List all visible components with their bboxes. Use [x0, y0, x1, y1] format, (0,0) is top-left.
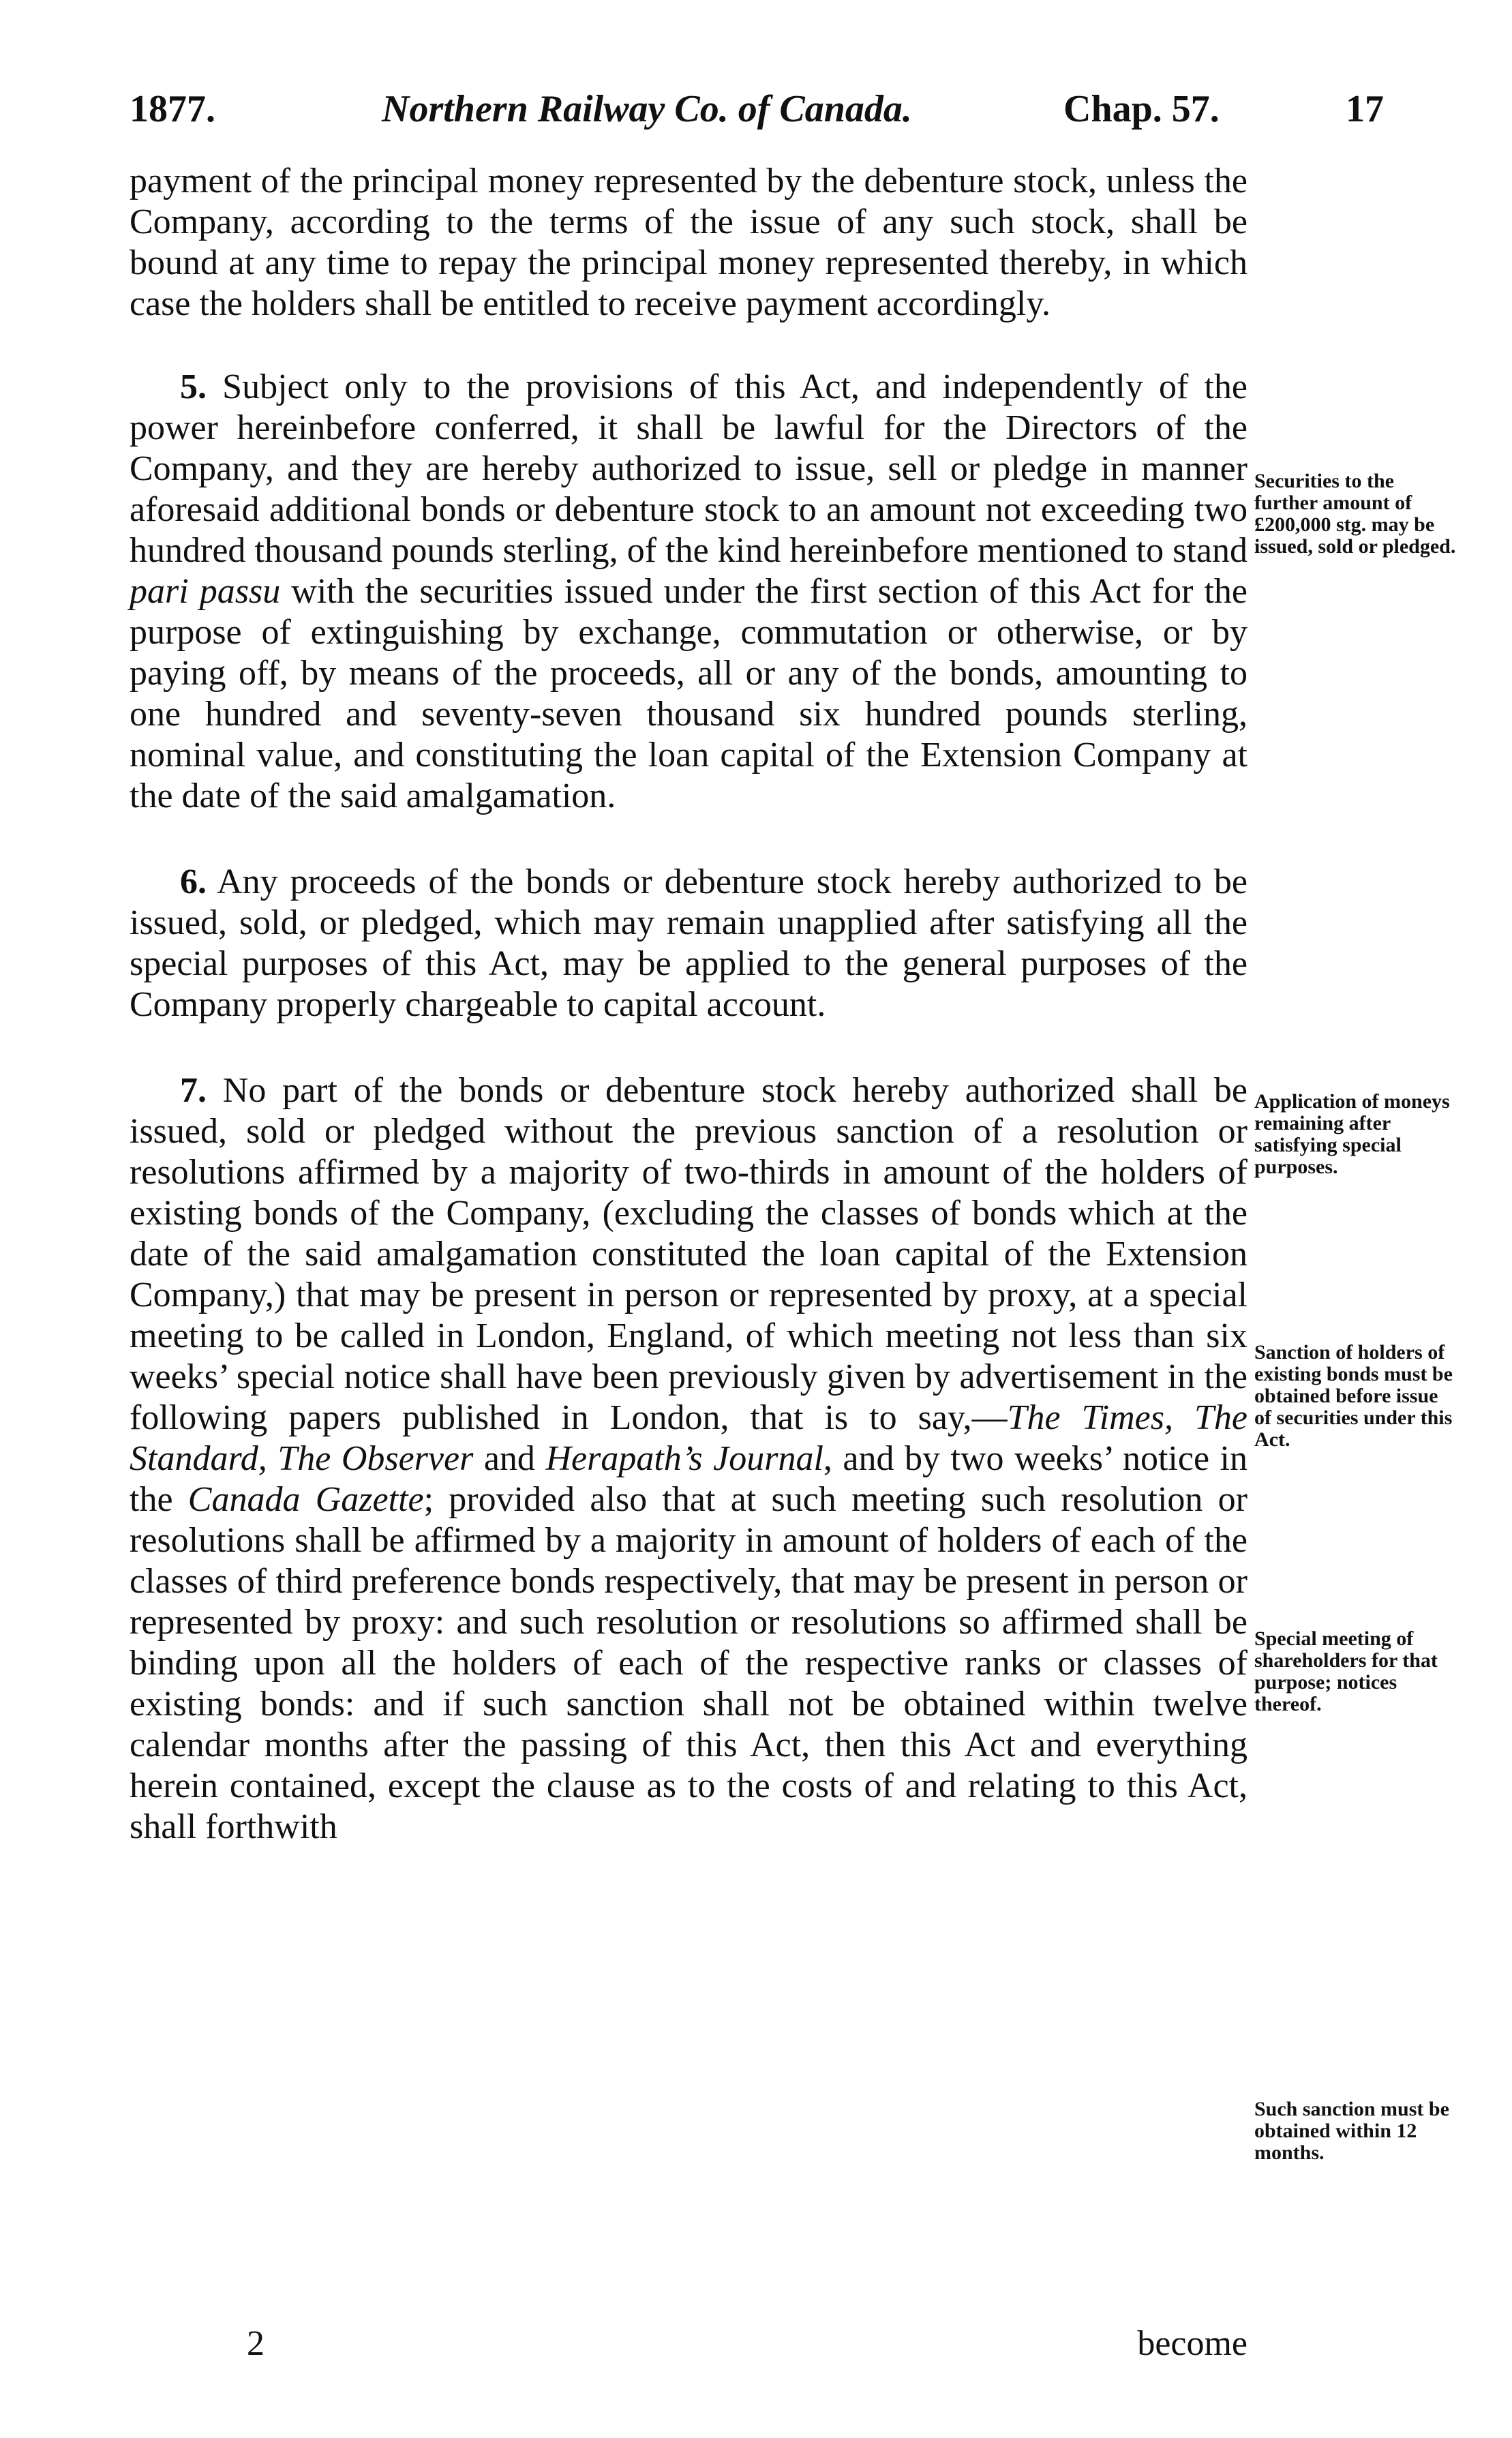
- canada-gazette: Canada Gazette: [187, 1480, 424, 1519]
- section-5-text-after: with the securities issued under the first section of this Act for the purpose of extinguishing by exchange, commutation or otherwise, or by paying off, by means of the proceeds, all or any of the bonds, amounting to one hundred and seventy-seven thousand six hundred pounds sterling, nominal value, and constituting the loan capital of the Extension Company at the date of the said amalgamation.: [130, 572, 1248, 815]
- margin-note-securities: Securities to the further amount of £200,000 stg. may be issued, sold or pledged.: [1254, 470, 1456, 558]
- header-title: Northern Railway Co. of Canada.: [382, 88, 912, 130]
- margin-note-such-sanction: Such sanction must be obtained within 12 months.: [1254, 2098, 1449, 2164]
- section-5: [130, 367, 1248, 817]
- page-footer: [130, 2323, 1248, 2371]
- section-7-text-c: ; provided also that at such meeting such resolution or resolutions shall be affirmed by a majority in amount of holders of each of the classes of third preference bonds respectively, that may be present in person or represented by proxy: and such resolution or resolutions so affirmed shall be binding upon all the holders of each of the respective ranks or classes of existing bonds: and if such sanction shall not be obtained within twelve calendar months after the passing of this Act, then this Act and everything herein contained, except the clause as to the costs of and relating to this Act, shall forthwith: [130, 1480, 1248, 1846]
- paper-standard: The Standard,: [130, 1398, 1248, 1478]
- paper-times: The Times,: [1007, 1398, 1173, 1437]
- section-6-number: 6.: [180, 862, 207, 901]
- section-7-number: 7.: [180, 1071, 207, 1110]
- section-7: 7. No part of the bonds or debenture stock hereby authorized shall be issued, sold or pledged without the previous sanction of a resolution or resolutions affirmed by a majority of two-thirds in amount of the holders of existing bonds of the Company, (excluding the classes of bonds which at the date of the said amalgamation constituted the loan capital of the Extension Company,) that may be present in person or represented by proxy, at a special meeting to be called in London, England, of which meeting not less than six weeks’ special notice shall have been previously given by advertisement in the following papers published in London, that is to say,—The Times, The Standard, The Observer and Herapath’s Journal, and by two weeks’ notice in the Canada Gazette; provided also that at such meeting such resolution or resolutions shall be affirmed by a majority in amount of holders of each of the classes of third preference bonds respectively, that may be present in person or represented by proxy: and such resolution or resolutions so affirmed shall be binding upon all the holders of each of the respective ranks or classes of existing bonds: and if such sanction shall not be obtained within twelve calendar months after the passing of this Act, then this Act and everything herein contained, except the clause as to the costs of and relating to this Act, shall forthwith: [130, 1071, 1248, 1846]
- section-5-number: 5.: [180, 367, 207, 406]
- paper-herapath: Herapath’s Journal: [545, 1439, 823, 1478]
- header-year: 1877.: [130, 88, 215, 130]
- section-5-text: Subject only to the provisions of this Act, and independently of the power hereinbefore conferred, it shall be lawful for the Directors of the Company, and they are hereby authorized to issue, sell or pledge in manner aforesaid additional bonds or debenture stock to an amount not exceeding two hundred thousand pounds sterling, of the kind hereinbefore mentioned to stand: [130, 367, 1248, 570]
- catchword: become: [1137, 2324, 1248, 2363]
- signature-mark: 2: [247, 2324, 264, 2363]
- header-chapter: Chap. 57.: [1063, 88, 1220, 130]
- paper-observer: The Observer: [277, 1439, 474, 1478]
- running-header: [130, 87, 1384, 142]
- main-text: [130, 161, 1248, 1848]
- margin-note-sanction: Sanction of holders of existing bonds must be obtained before issue of securities under this Act.: [1254, 1341, 1453, 1451]
- section-6: [130, 862, 1248, 1025]
- section-5-italic: pari passu: [130, 572, 281, 611]
- margin-note-special-meeting: Special meeting of shareholders for that purpose; notices thereof.: [1254, 1627, 1438, 1715]
- section-7-text-a: No part of the bonds or debenture stock hereby authorized shall be issued, sold or pledged without the previous sanction of a resolution or resolutions affirmed by a majority of two-thirds in amount of the holders of existing bonds of the Company, (excluding the classes of bonds which at the date of the said amalgamation constituted the loan capital of the Extension Company,) that may be present in person or represented by proxy, at a special meeting to be called in London, England, of which meeting not less than six weeks’ special notice shall have been previously given by advertisement in the following papers published in London, that is to say,—: [130, 1071, 1248, 1437]
- section-7-text-b: , and by two weeks’ notice in the: [130, 1439, 1248, 1519]
- continued-paragraph: payment of the principal money represented by the debenture stock, unless the Company, according to the terms of the issue of any such stock, shall be bound at any time to repay the principal money represented thereby, in which case the holders shall be entitled to receive payment accordingly.: [130, 162, 1248, 323]
- margin-note-application: Application of moneys remaining after satisfying special purposes.: [1254, 1090, 1450, 1178]
- page-number: 17: [1346, 88, 1384, 130]
- section-6-text: Any proceeds of the bonds or debenture stock hereby authorized to be issued, sold, or pledged, which may remain unapplied after satisfying all the special purposes of this Act, may be applied to the general purposes of the Company properly chargeable to capital account.: [130, 862, 1248, 1024]
